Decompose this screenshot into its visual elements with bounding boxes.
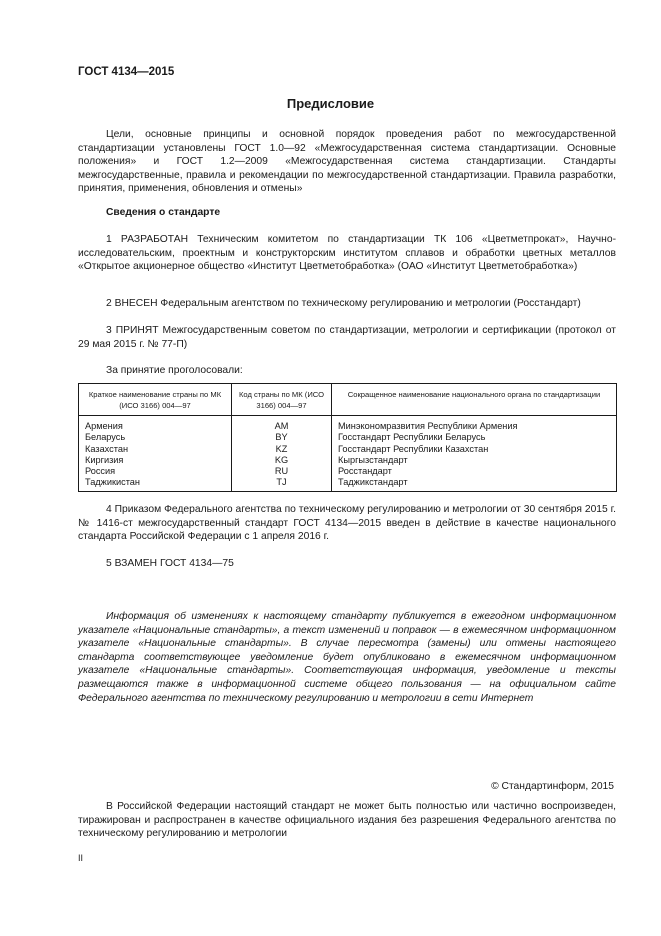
info-note-block — [78, 610, 616, 705]
copyright-line: © Стандартинформ, 2015 — [491, 781, 614, 792]
voting-table — [78, 383, 617, 492]
country-code: AM — [232, 416, 332, 433]
country-code: BY — [232, 432, 332, 443]
national-body: Таджикстандарт — [332, 477, 617, 491]
table-row — [79, 416, 617, 433]
item-5-block — [78, 557, 616, 571]
country-name: Киргизия — [79, 455, 232, 466]
standard-header: ГОСТ 4134—2015 — [78, 66, 175, 78]
item-2-block — [78, 297, 616, 311]
vote-caption-block — [78, 364, 616, 378]
legal-block — [78, 800, 616, 841]
table-row — [79, 432, 617, 443]
national-body: Росстандарт — [332, 466, 617, 477]
country-name: Армения — [79, 416, 232, 433]
item-3-block — [78, 324, 616, 351]
header-country-name: Краткое наименование страны по МК (ИСО 3166) 004—97 — [79, 384, 232, 416]
table-row — [79, 444, 617, 455]
item-4: 4 Приказом Федерального агентства по техническому регулированию и метрологии от 30 сентября 2015 г. № 1416-ст межгосударственный стандарт ГОСТ 4134—2015 введен в действие в качестве национального стандарта Российской Федерации с 1 апреля 2016 г. — [78, 504, 616, 543]
table-row — [79, 455, 617, 466]
country-name: Россия — [79, 466, 232, 477]
intro-block — [78, 128, 616, 196]
country-code: KZ — [232, 444, 332, 455]
table-row — [79, 466, 617, 477]
intro-paragraph: Цели, основные принципы и основной порядок проведения работ по межгосударственной стандартизации установлены ГОСТ 1.0—92 «Межгосударственная система стандартизации. Основные положения» и ГОСТ 1.2—2009 «Межгосударственная система стандартизации. Стандарты межгосударственные, правила и рекомендации по межгосударственной стандартизации. Правила разработки, принятия, применения, обновления и отмены» — [78, 129, 616, 195]
country-name: Казахстан — [79, 444, 232, 455]
national-body: Госстандарт Республики Казахстан — [332, 444, 617, 455]
page-number: II — [78, 853, 84, 863]
country-code: TJ — [232, 477, 332, 491]
item-4-block — [78, 503, 616, 544]
section-heading: Сведения о стандарте — [106, 207, 221, 218]
header-country-code: Код страны по МК (ИСО 3166) 004—97 — [232, 384, 332, 416]
national-body: Кыргызстандарт — [332, 455, 617, 466]
info-note: Информация об изменениях к настоящему стандарту публикуется в ежегодном информационном указателе «Национальные стандарты», а текст изменений и поправок — в ежемесячном информационном указателе «Национальные стандарты». В случае пересмотра (замены) или отмены настоящего стандарта соответствующее уведомление будет опубликовано в ежемесячном информационном указателе «Национальные стандарты». Соответствующая информация, уведомление и тексты размещаются также в информационной системе общего пользования — на официальном сайте Федерального агентства по техническому регулированию и метрологии в сети Интернет — [78, 611, 616, 704]
item-5: 5 ВЗАМЕН ГОСТ 4134—75 — [106, 558, 234, 569]
page-title: Предисловие — [286, 96, 375, 111]
country-code: KG — [232, 455, 332, 466]
legal-notice: В Российской Федерации настоящий стандарт не может быть полностью или частично воспроизведен, тиражирован и распространен в качестве официального издания без разрешения Федерального агентства по техническому регулированию и метрологии — [78, 801, 616, 840]
item-3: 3 ПРИНЯТ Межгосударственным советом по стандартизации, метрологии и сертификации (протокол от 29 мая 2015 г. № 77-П) — [78, 325, 616, 350]
item-1: 1 РАЗРАБОТАН Техническим комитетом по стандартизации ТК 106 «Цветметпрокат», Научно-исследовательским, проектным и конструкторским институтом сплавов и обработки цветных металлов «Открытое акционерное общество «Институт Цветметобработка» (ОАО «Институт Цветметобработка») — [78, 234, 616, 273]
table-header-row — [79, 384, 617, 416]
item-2: 2 ВНЕСЕН Федеральным агентством по техническому регулированию и метрологии (Росстандарт) — [106, 298, 581, 309]
country-name: Таджикистан — [79, 477, 232, 491]
national-body: Минэкономразвития Республики Армения — [332, 416, 617, 433]
national-body: Госстандарт Республики Беларусь — [332, 432, 617, 443]
item-1-block — [78, 233, 616, 274]
vote-caption: За принятие проголосовали: — [106, 365, 243, 376]
table-row — [79, 477, 617, 491]
section-heading-block — [78, 206, 616, 220]
country-code: RU — [232, 466, 332, 477]
country-name: Беларусь — [79, 432, 232, 443]
header-national-body: Сокращенное наименование национального органа по стандартизации — [332, 384, 617, 416]
